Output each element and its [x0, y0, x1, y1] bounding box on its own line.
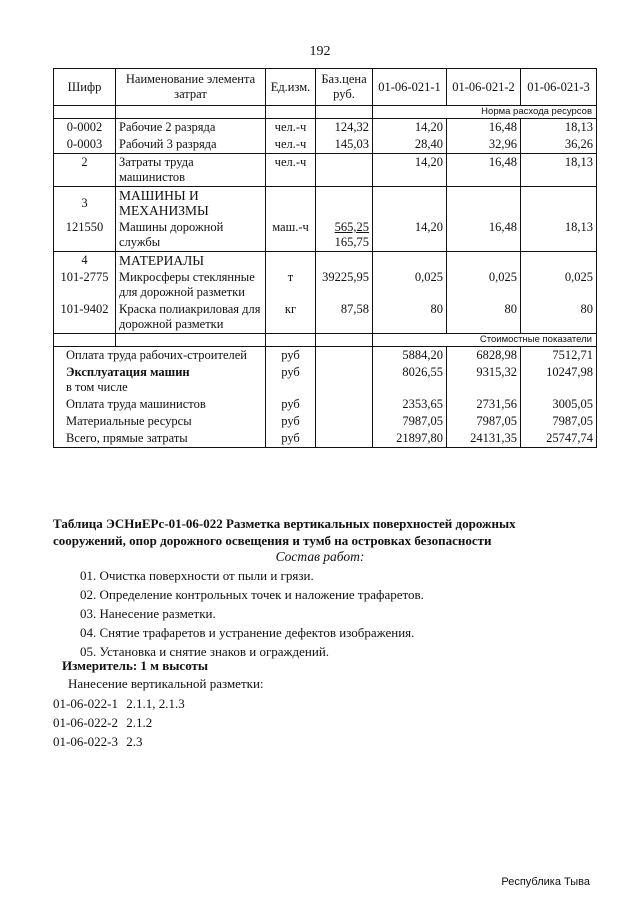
row-v1: 28,40 [373, 136, 447, 154]
row-v3: 18,13 [521, 219, 597, 252]
row-code: 121550 [54, 219, 116, 252]
code-value: 2.1.1, 2.1.3 [126, 696, 185, 711]
row-name: Рабочий 3 разряда [116, 136, 266, 154]
row-price: 124,32 [316, 119, 373, 137]
list-item [53, 732, 613, 751]
row-v3: 18,13 [521, 154, 597, 187]
row-v2: 16,48 [447, 119, 521, 137]
cost-unit: руб [266, 364, 316, 396]
composition-heading: Состав работ: [275, 549, 365, 564]
cost-v1: 5884,20 [373, 347, 447, 365]
row-code: 0-0002 [54, 119, 116, 137]
row-v1: 14,20 [373, 219, 447, 252]
cost-v1: 2353,65 [373, 396, 447, 413]
row-price-main: 565,25 [334, 220, 369, 234]
cost-v1: 7987,05 [373, 413, 447, 430]
list-item: 03. Нанесение разметки. [80, 606, 216, 621]
list-item: 05. Установка и снятие знаков и ограждений. [80, 644, 330, 659]
table-row [54, 119, 597, 137]
norm-label: Норма расхода ресурсов [373, 106, 597, 119]
row-code: 2 [54, 154, 116, 187]
row-name: Машины дорожной службы [116, 219, 266, 252]
cost-name: Оплата труда машинистов [54, 396, 266, 413]
row-unit: кг [266, 301, 316, 334]
page-number: 192 [309, 44, 331, 59]
cost-name: Материальные ресурсы [54, 413, 266, 430]
table-row [54, 301, 597, 334]
table-title-line1: Таблица ЭСНиЕРс-01-06-022 Разметка вертикальных поверхностей дорожных [53, 516, 516, 531]
row-price [316, 154, 373, 187]
section-title: МАТЕРИАЛЫ [116, 252, 266, 270]
row-v3: 18,13 [521, 119, 597, 137]
list-item [53, 694, 613, 713]
cost-name: Оплата труда рабочих-строителей [54, 347, 266, 365]
cost-label-row [54, 334, 597, 347]
code-value: 2.1.2 [126, 715, 153, 730]
cost-unit: руб [266, 430, 316, 448]
row-v1: 14,20 [373, 119, 447, 137]
cost-v3: 7987,05 [521, 413, 597, 430]
row-price: 87,58 [316, 301, 373, 334]
code-id: 01-06-022-3 [53, 734, 118, 749]
header-base-price: Баз.цена руб. [316, 69, 373, 106]
row-name: Микросферы стеклянные для дорожной разметки [116, 269, 266, 301]
footer-region: Республика Тыва [501, 876, 590, 888]
cost-row [54, 413, 597, 430]
cost-v1: 8026,55 [373, 364, 447, 396]
row-price [316, 219, 373, 252]
list-item [53, 713, 613, 732]
row-price: 39225,95 [316, 269, 373, 301]
row-unit: чел.-ч [266, 136, 316, 154]
cost-unit: руб [266, 347, 316, 365]
header-col2: 01-06-021-2 [447, 69, 521, 106]
table-header-row [54, 69, 597, 106]
table-title-line2: сооружений, опор дорожного освещения и тумб на островках безопасности [53, 533, 492, 548]
norm-label-row [54, 106, 597, 119]
row-v3: 80 [521, 301, 597, 334]
cost-unit: руб [266, 396, 316, 413]
row-unit: чел.-ч [266, 119, 316, 137]
row-name: Затраты труда машинистов [116, 154, 266, 187]
codes-list [53, 694, 613, 751]
cost-row [54, 364, 597, 396]
code-id: 01-06-022-2 [53, 715, 118, 730]
cost-name: Всего, прямые затраты [54, 430, 266, 448]
cost-v3: 25747,74 [521, 430, 597, 448]
marking-heading: Нанесение вертикальной разметки: [68, 676, 264, 691]
header-name: Наименование элемента затрат [116, 69, 266, 106]
section-row [54, 187, 597, 220]
row-v3: 36,26 [521, 136, 597, 154]
cost-v1: 21897,80 [373, 430, 447, 448]
row-price: 145,03 [316, 136, 373, 154]
cost-unit: руб [266, 413, 316, 430]
row-name: Краска полиакриловая для дорожной разметки [116, 301, 266, 334]
table-row [54, 154, 597, 187]
section-row [54, 252, 597, 270]
cost-v2: 7987,05 [447, 413, 521, 430]
row-code: 101-2775 [54, 269, 116, 301]
row-v1: 14,20 [373, 154, 447, 187]
resource-norms-table [53, 68, 597, 448]
row-name: Рабочие 2 разряда [116, 119, 266, 137]
code-id: 01-06-022-1 [53, 696, 118, 711]
header-col1: 01-06-021-1 [373, 69, 447, 106]
row-unit: т [266, 269, 316, 301]
row-price-secondary: 165,75 [334, 235, 369, 249]
cost-name-sub: в том числе [66, 380, 128, 394]
cost-v2: 9315,32 [447, 364, 521, 396]
section-code: 3 [54, 187, 116, 220]
row-v2: 32,96 [447, 136, 521, 154]
cost-v2: 2731,56 [447, 396, 521, 413]
cost-row [54, 430, 597, 448]
section-title: МАШИНЫ И МЕХАНИЗМЫ [116, 187, 266, 220]
cost-v2: 24131,35 [447, 430, 521, 448]
row-v2: 0,025 [447, 269, 521, 301]
list-item: 04. Снятие трафаретов и устранение дефектов изображения. [80, 625, 415, 640]
row-v2: 16,48 [447, 219, 521, 252]
row-code: 0-0003 [54, 136, 116, 154]
row-code: 101-9402 [54, 301, 116, 334]
row-v2: 16,48 [447, 154, 521, 187]
cost-v2: 6828,98 [447, 347, 521, 365]
list-item: 01. Очистка поверхности от пыли и грязи. [80, 568, 314, 583]
row-v2: 80 [447, 301, 521, 334]
row-v1: 80 [373, 301, 447, 334]
cost-v3: 10247,98 [521, 364, 597, 396]
row-v1: 0,025 [373, 269, 447, 301]
header-code: Шифр [54, 69, 116, 106]
cost-v3: 3005,05 [521, 396, 597, 413]
code-value: 2.3 [126, 734, 143, 749]
table-row [54, 269, 597, 301]
row-unit: чел.-ч [266, 154, 316, 187]
table-row [54, 219, 597, 252]
row-v3: 0,025 [521, 269, 597, 301]
table-title [53, 515, 613, 549]
row-unit: маш.-ч [266, 219, 316, 252]
cost-v3: 7512,71 [521, 347, 597, 365]
cost-label: Стоимостные показатели [373, 334, 597, 347]
cost-row [54, 347, 597, 365]
works-list [80, 566, 640, 661]
header-unit: Ед.изм. [266, 69, 316, 106]
header-col3: 01-06-021-3 [521, 69, 597, 106]
section-code: 4 [54, 252, 116, 270]
list-item: 02. Определение контрольных точек и наложение трафаретов. [80, 587, 424, 602]
cost-name [54, 364, 266, 396]
table-row [54, 136, 597, 154]
measure-unit: Измеритель: 1 м высоты [62, 658, 209, 673]
cost-row [54, 396, 597, 413]
cost-name-main: Эксплуатация машин [66, 365, 190, 379]
